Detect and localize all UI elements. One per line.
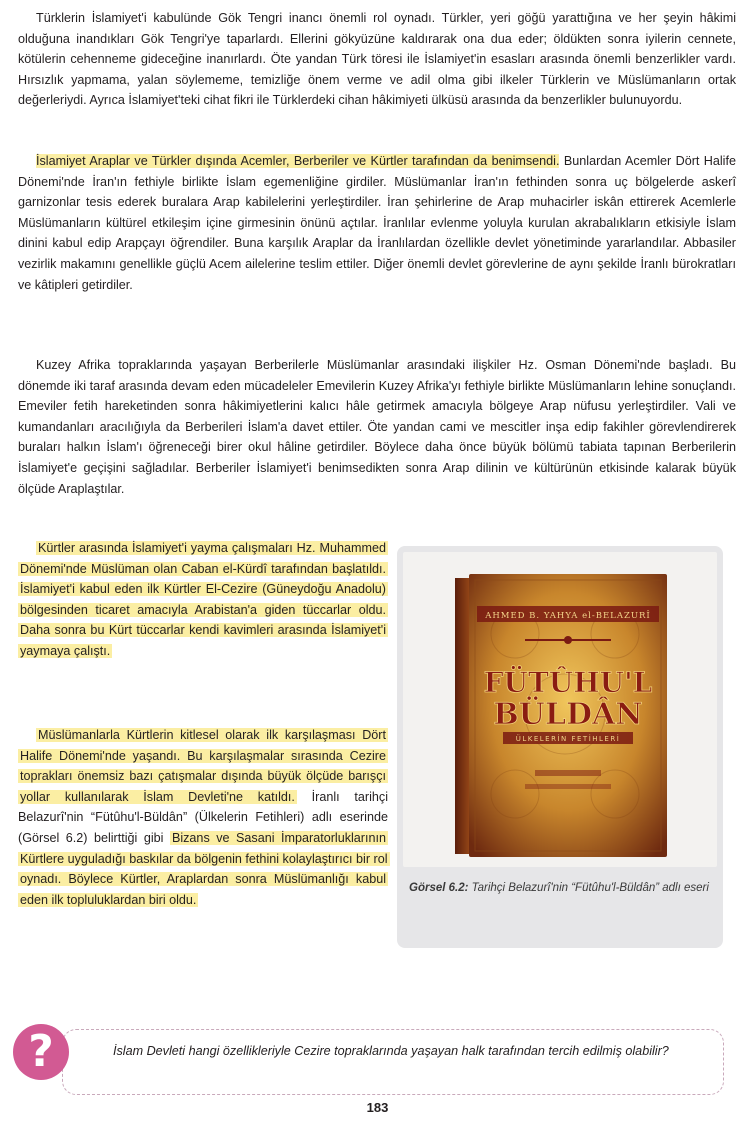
page-number: 183 — [366, 1100, 389, 1115]
paragraph-kurtler-2: Müslümanlarla Kürtlerin kitlesel olarak ilk karşılaşması Dört Halife Dönemi'nde yaşandı. Bu karşılaşmalar sırasında Cezire toprakları önemsiz bazı çatışmalar dışında büyük ölçüde barışçı yollar kullanılarak İslam Devleti'ne katıldı. İranlı tarihçi Belazurî'nin “Fütûhu'l-Büldân” (Ülkelerin Fetihleri) adlı eserinde (Görsel 6.2) belirttiği gibi Bizans ve Sasani İmparatorluklarının Kürtlere uyguladığı baskılar da bölgenin fethini kolaylaştırıcı bir rol oynadı. Böylece Kürtler, Araplardan sonra Müslümanlığı kabul eden ilk topluluklardan biri oldu. — [18, 728, 389, 907]
book-photo — [403, 552, 717, 867]
question-box — [62, 1029, 724, 1095]
figure-6-2 — [397, 546, 723, 948]
highlighted-sentence: İslamiyet Araplar ve Türkler dışında Acemler, Berberiler ve Kürtler tarafından da benimsendi. — [36, 154, 560, 168]
question-text: İslam Devleti hangi özellikleriyle Cezire topraklarında yaşayan halk tarafından tercih edilmiş olabilir? — [113, 1044, 669, 1058]
book-cover-image — [455, 574, 667, 857]
book-subtitle: ÜLKELERİN FETİHLERİ — [515, 735, 621, 743]
paragraph-acemler: İslamiyet Araplar ve Türkler dışında Acemler, Berberiler ve Kürtler tarafından da benimsendi. Bunlardan Acemler Dört Halife Dönemi'nde İran'ın fethiyle birlikte İslam egemenliğine girdiler. Müslümanlar İran'ın fethinden sonra uç bölgelerde askerî garnizonlar tesis ederek buralara Arap kabilelerini yerleştirdiler. İran şehirlerine de Arap muhacirler iskân ettirerek Acemlerle Müslümanların kültürel etkileşim içine girmesinin önünü açtılar. İranlılar evlenme yoluyla kurulan akrabalıkların etkisiyle İslam dinini kabul edip Arapçayı öğrendiler. Buna karşılık Araplar da İranlılardan özellikle devlet yönetiminde yararlandılar. Abbasiler vezirlik makamını genellikle güçlü Acem ailelerine teslim ettiler. Diğer önemli devlet görevlerine de aynı şekilde İranlı bürokratları ve kâtipleri getirdiler. — [18, 154, 736, 292]
book-author-text: AHMED B. YAHYA el-BELAZURÎ — [485, 611, 651, 621]
book-title-line1: FÜTÛHU'L — [483, 666, 653, 699]
highlighted-sentence-a: Müslümanlarla Kürtlerin kitlesel olarak ilk karşılaşması Dört Halife Dönemi'nde yaşandı. Bu karşılaşmalar sırasında Cezire toprakları önemsiz bazı çatışmalar dışında büyük ölçüde barışçı yollar kullanılarak İslam Devleti'ne katıldı. — [20, 728, 386, 804]
highlighted-sentence-b: Bizans ve Sasani İmparatorluklarının Kürtlere uyguladığı baskılar da bölgenin fethini kolaylaştırıcı bir rol oynadı. Böylece Kürtler, Araplardan sonra Müslümanlığı kabul eden ilk topluluklardan biri oldu. — [20, 830, 388, 907]
figure-caption: Görsel 6.2: Tarihçi Belazurî'nin “Fütûhu'l-Büldân” adlı eseri — [409, 882, 709, 894]
highlighted-paragraph: Kürtler arasında İslamiyet'i yayma çalışmaları Hz. Muhammed Dönemi'nde Müslüman olan Caban el-Kürdî tarafından başlatıldı. İslamiyet'i kabul eden ilk Kürtler El-Cezire (Güneydoğu Anadolu) bölgesinden ticaret amacıyla Arabistan'a giden tüccarlar oldu. Daha sonra bu Kürt tüccarlar kendi kavimleri arasında İslamiyet'i yaymaya çalıştı. — [20, 541, 386, 658]
question-mark-icon: ? — [13, 1024, 69, 1080]
book-title-line2: BÜLDÂN — [493, 697, 643, 732]
paragraph-gok-tengri: Türklerin İslamiyet'i kabulünde Gök Tengri inancı önemli rol oynadı. Türkler, yeri göğü yarattığına ve her şeyin hâkimi olduğuna inandıkları Gök Tengri'ye taparlardı. Ellerini gökyüzüne kaldırarak ona dua eder; öldükten sonra iyilerin cennete, kötülerin cehenneme gideceğine inanırlardı. Öte yandan Türk töresi ile İslamiyet'in esasları arasında önemli benzerlikler vardı. Hırsızlık yapmama, yalan söylememe, temizliğe önem verme ve adil olma gibi ilkeler Türklerin ve Müslümanların ortak değerleriydi. Ayrıca İslamiyet'teki cihat fikri ile Türklerdeki cihan hâkimiyeti ülküsü arasında da benzerlikler bulunuyordu. — [18, 11, 736, 108]
paragraph-kurtler-1 — [18, 538, 388, 662]
caption-label: Görsel 6.2: — [409, 882, 469, 894]
paragraph-berberiler: Kuzey Afrika topraklarında yaşayan Berberilerle Müslümanlar arasındaki ilişkiler Hz. Osman Dönemi'nde başladı. Bu dönemde iki taraf arasında devam eden mücadeleler Emevilerin Kuzey Afrika'yı fethiyle birlikte Müslümanların lehine sonuçlandı. Emeviler fetih hareketinden sonra hâkimiyetlerini kalıcı hâle getirmek amacıyla bölgeye Arap nüfusu yerleştirdiler. Vali ve kumandanları aracılığıyla da Berberileri İslam'a davet ettiler. Öte yandan cami ve mescitler inşa edip fakihler görevlendirerek buraları halkın İslam'ı öğreneceği birer okul hâline getirdiler. Böylece daha önce büyük bölümü tabiata tapınan Berberilerin İslamiyet'e geçişini sağladılar. Berberiler İslamiyet'i benimsedikten sonra Arap dilinin ve kültürünün etkisinde kalarak büyük ölçüde Araplaştılar. — [18, 358, 736, 496]
